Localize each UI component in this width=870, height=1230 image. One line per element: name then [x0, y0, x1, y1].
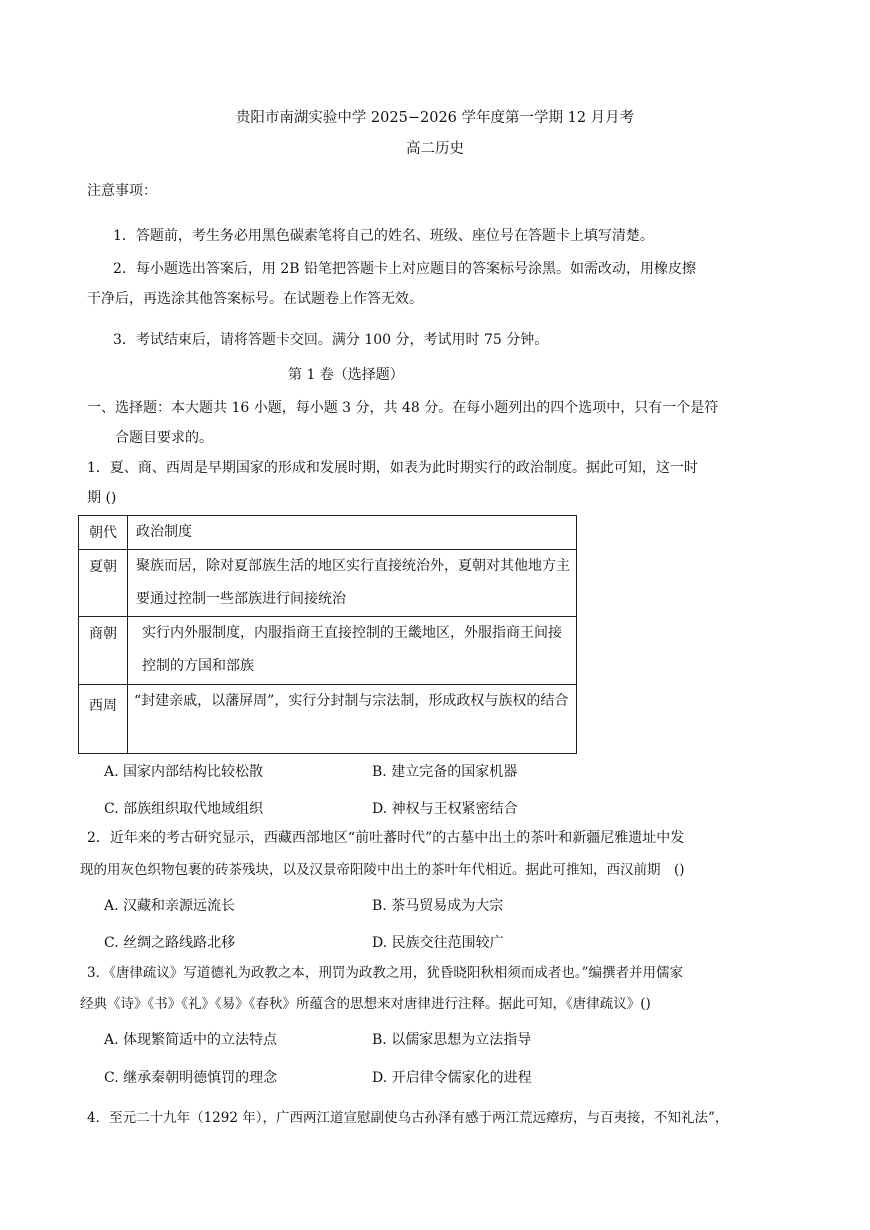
notice-heading: 注意事项：	[87, 183, 157, 199]
table-cell-system: 实行内外服制度，内服指商王直接控制的王畿地区，外服指商王间接控制的方国和部族	[128, 617, 577, 685]
q2-option-c: C. 丝绸之路线路北移	[104, 935, 236, 951]
table-row	[79, 617, 577, 685]
table-cell-system: 聚族而居，除对夏部族生活的地区实行直接统治外，夏朝对其他地方主要通过控制一些部族进行间接统治	[128, 550, 577, 617]
table-cell-dynasty: 夏朝	[79, 550, 128, 617]
subject-title: 高二历史	[406, 141, 464, 157]
table-cell-dynasty: 商朝	[79, 617, 128, 685]
q3-stem-line-2: 经典《诗》《书》《礼》《易》《春秋》所蕴含的思想来对唐律进行注释。据此可知，《唐律疏议》()	[80, 996, 651, 1012]
table-cell-dynasty: 西周	[79, 685, 128, 754]
q1-stem-line-2: 期 ()	[87, 490, 117, 506]
table-cell-system: “封建亲戚，以藩屏周”，实行分封制与宗法制，形成政权与族权的结合	[128, 685, 577, 754]
q1-stem-line-1: 1．夏、商、西周是早期国家的形成和发展时期，如表为此时期实行的政治制度。据此可知，这一时	[87, 460, 698, 476]
notice-item-2-line-1: 2．每小题选出答案后，用 2B 铅笔把答题卡上对应题目的答案标号涂黑。如需改动，用橡皮擦	[113, 261, 697, 277]
q3-option-c: C. 继承秦朝明德慎罚的理念	[104, 1070, 278, 1086]
q1-option-c: C. 部族组织取代地域组织	[104, 801, 264, 817]
q2-stem-line-1: 2．近年来的考古研究显示，西藏西部地区“前吐蕃时代”的古墓中出土的茶叶和新疆尼雅遗址中发	[87, 830, 685, 846]
q1-option-a: A. 国家内部结构比较松散	[104, 764, 264, 780]
q1-option-d: D. 神权与王权紧密结合	[372, 801, 518, 817]
volume-heading: 第 1 卷（选择题）	[288, 367, 404, 383]
table-header-row	[79, 516, 577, 550]
section-intro-line-1: 一、选择题：本大题共 16 小题，每小题 3 分，共 48 分。在每小题列出的四个选项中，只有一个是符	[87, 400, 719, 416]
table-row	[79, 550, 577, 617]
q2-option-d: D. 民族交往范围较广	[372, 935, 504, 951]
q3-stem-line-1: 3．《唐律疏议》写道德礼为政教之本，刑罚为政教之用，犹昏晓阳秋相须而成者也。”编撰者并用儒家	[87, 965, 683, 981]
q1-option-b: B. 建立完备的国家机器	[372, 764, 518, 780]
table-header-dynasty: 朝代	[79, 516, 128, 550]
q3-option-b: B. 以儒家思想为立法指导	[372, 1032, 532, 1048]
notice-item-3: 3．考试结束后，请将答题卡交回。满分 100 分，考试用时 75 分钟。	[113, 332, 549, 348]
q4-stem-line-1: 4．至元二十九年（1292 年），广西两江道宣慰副使乌古孙泽有感于两江荒远瘴疠，与百夷接，不知礼法”，	[87, 1110, 729, 1126]
section-intro-line-2: 合题目要求的。	[115, 430, 213, 446]
table-header-system: 政治制度	[128, 516, 577, 550]
q2-stem-line-2: 现的用灰色织物包裹的砖茶残块，以及汉景帝阳陵中出土的茶叶年代相近。据此可推知，西汉前期 ()	[80, 862, 685, 878]
exam-title: 贵阳市南湖实验中学 2025−2026 学年度第一学期 12 月月考	[235, 110, 635, 126]
q2-option-a: A. 汉藏和亲源远流长	[104, 898, 236, 914]
q3-option-d: D. 开启律令儒家化的进程	[372, 1070, 532, 1086]
q3-option-a: A. 体现繁简适中的立法特点	[104, 1032, 278, 1048]
notice-item-2-line-2: 干净后，再选涂其他答案标号。在试题卷上作答无效。	[87, 291, 423, 307]
q2-option-b: B. 茶马贸易成为大宗	[372, 898, 504, 914]
notice-item-1: 1．答题前，考生务必用黑色碳素笔将自己的姓名、班级、座位号在答题卡上填写清楚。	[113, 228, 654, 244]
q1-table	[78, 515, 577, 754]
table-row	[79, 685, 577, 754]
